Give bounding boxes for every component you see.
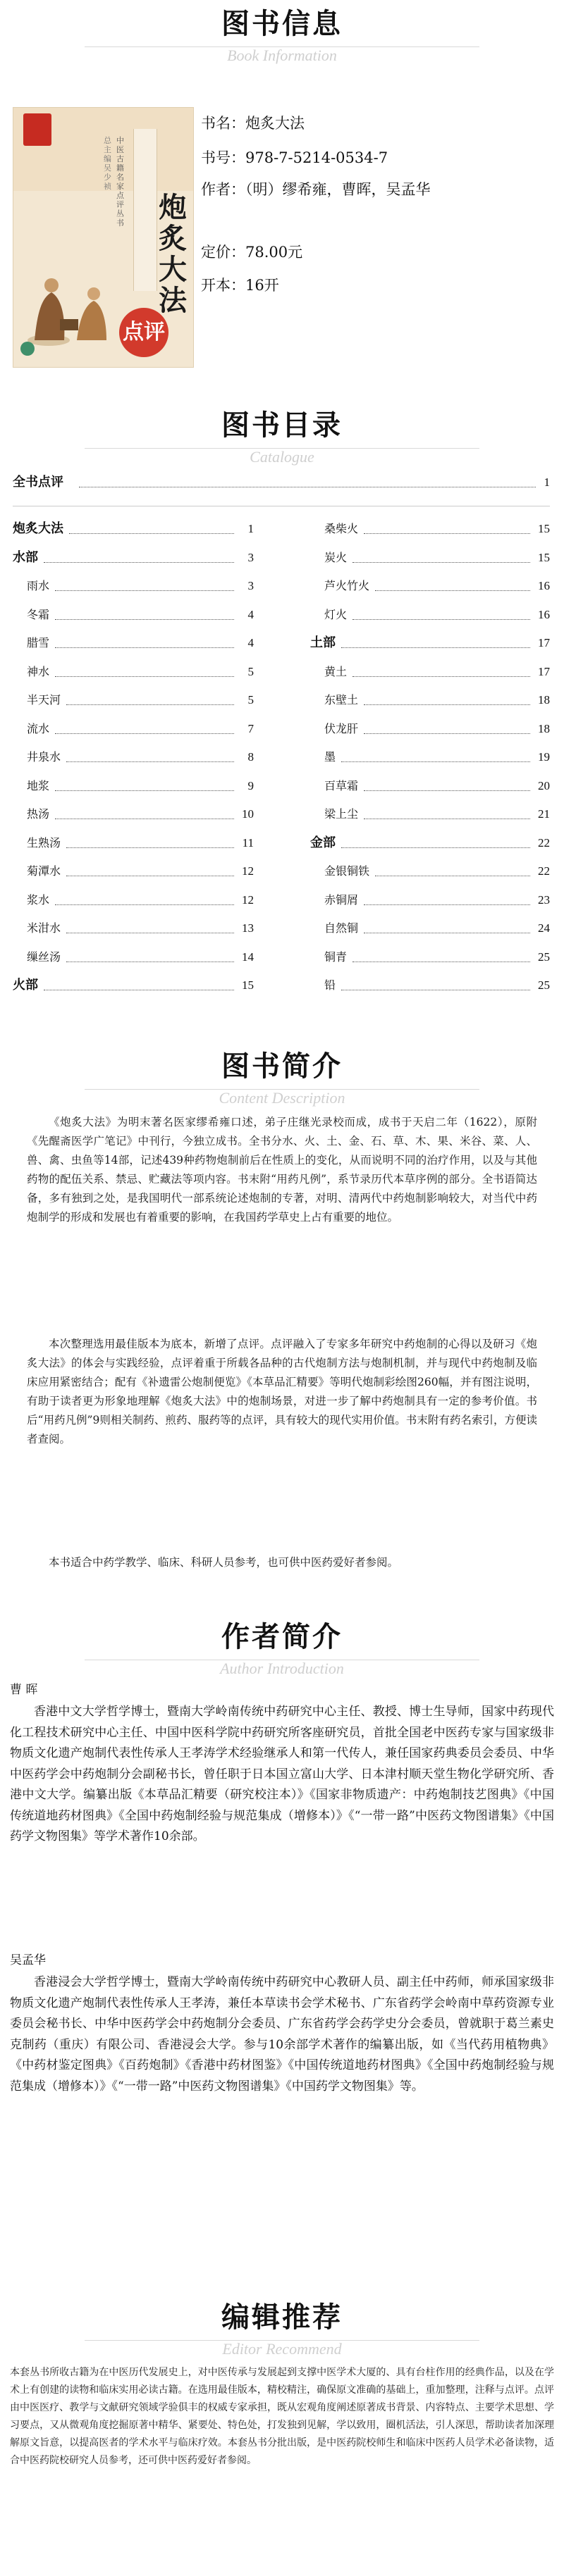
author-header (0, 1620, 564, 1677)
toc-entry[interactable] (13, 807, 254, 822)
toc-leader-dots (364, 807, 530, 819)
toc-leader-dots (55, 578, 234, 591)
toc-entry-page: 5 (247, 664, 254, 678)
toc-entry-label: 赤铜屑 (324, 892, 359, 907)
toc-entry-page: 22 (538, 864, 550, 878)
toc-entry-page: 11 (242, 835, 254, 850)
cover-stamp: 点评 (119, 308, 168, 357)
toc-entry-label: 自然铜 (324, 921, 359, 935)
content-paragraph-1: 《炮炙大法》为明末著名医家缪希雍口述，弟子庄继光录校而成，成书于天启二年（1622），原附《先醒斋医学广笔记》中刊行，今独立成书。全书分水、火、土、金、石、草、木、果、米谷、菜、人、兽、禽、虫鱼等14部，记述439种药物炮制前后在性质上的变化，从而说明不同的治疗作用，以及与其他药物的配伍关系、禁忌、贮藏法等项内容。书末附“用药凡例”，系节录历代本草序例的部分。全书语简达备，多有独到之处，是我国明代一部系统论述炮制的专著，对明、清两代中药炮制影响较大，对当代中药炮制学的形成和发展也有着重要的影响，在我国药学草史上占有重要的地位。 (27, 1116, 537, 1224)
toc-entry-page: 16 (538, 607, 550, 621)
toc-entry-page: 20 (538, 778, 550, 792)
toc-leader-dots (55, 807, 234, 819)
toc-entry[interactable] (13, 892, 254, 908)
recommend-header (0, 2301, 564, 2358)
toc-leader-dots (352, 664, 530, 677)
toc-entry-page: 23 (538, 892, 550, 907)
content-paragraph-2: 本次整理选用最佳版本为底本，新增了点评。点评融入了专家多年研究中药炮制的心得以及研习《炮炙大法》的体会与实践经验，点评着重于所载各品种的古代炮制方法与炮制机制，并与现代中药炮制及临床应用紧密结合；配有《补遗雷公炮制便览》《本草品汇精要》等明代炮制彩绘图260幅，并有图注说明，有助于读者更为形象地理解《炮炙大法》中的炮制场景，对进一步了解中药炮制具有一定的参考价值。书后“用药凡例”9则相关制药、煎药、服药等的点评，具有较大的现代实用价值。书末附有药名索引，方便读者查阅。 (27, 1338, 537, 1445)
toc-entry-label: 芦火竹火 (324, 579, 370, 592)
toc-entry-page: 25 (538, 978, 550, 992)
toc-leader-dots (352, 607, 530, 620)
toc-entry-page: 19 (538, 750, 550, 764)
toc-entry-label: 井泉水 (27, 750, 61, 764)
toc-entry[interactable] (310, 921, 550, 936)
toc-entry-label: 炭火 (324, 550, 348, 564)
section-title: 作者简介 (221, 1621, 343, 1653)
section-subtitle: Book Information (227, 46, 337, 64)
cover-illustration-figures (20, 235, 119, 361)
author-bio-1: 香港中文大学哲学博士，暨南大学岭南传统中药研究中心主任、教授、博士生导师，国家中药现代化工程技术研究中心主任、中国中医科学院中药研究所客座研究员，首批全国老中医药专家与国家级非物质文化遗产炮制代表性传承人王孝涛学术经验继承人和第一代传人，兼任国家药典委员会委员、中华中医药学会中药炮制分会副秘书长，曾任职于日本国立富山大学、日本津村顺天堂生物化学研究所、香港中文大学。编纂出版《本草品汇精要（研究校注本）》《国家非物质遗产：中药炮制技艺图典》《中国传统道地药材图典》《全国中药炮制经验与规范集成（增修本）》《“一带一路”中医药文物图谱集》《中国药学文物图集》等学术著作10余部。 (10, 1705, 554, 1843)
cover-series: 中医古籍名家点评丛书 (116, 136, 124, 228)
toc-entry-label: 火部 (13, 978, 38, 993)
toc-entry-page: 1 (247, 522, 254, 535)
toc-entry-label: 金银铜铁 (324, 864, 370, 878)
cover-title: 炮炙大法 (159, 191, 187, 317)
toc-entry-page: 17 (538, 636, 550, 649)
toc-entry[interactable] (13, 864, 254, 879)
section-subtitle: Content Description (219, 1089, 345, 1107)
toc-entry-page: 22 (538, 835, 550, 850)
toc-entry-page: 17 (538, 664, 550, 678)
toc-entry-label: 铜青 (324, 950, 348, 964)
toc-leader-dots (364, 721, 530, 734)
book-info-header (0, 7, 564, 64)
toc-leader-dots (55, 607, 234, 620)
toc-entry[interactable] (310, 950, 550, 965)
toc-leader-dots (66, 921, 234, 933)
toc-entry-label: 土部 (310, 635, 336, 650)
toc-entry-label: 神水 (27, 664, 50, 678)
toc-entry-label: 水部 (13, 549, 38, 565)
toc-leader-dots (341, 749, 530, 762)
toc-entry[interactable] (13, 950, 254, 965)
toc-entry-label: 炮炙大法 (13, 521, 63, 536)
toc-entry-page: 7 (247, 721, 254, 735)
toc-leader-dots (66, 692, 234, 705)
toc-entry-page: 5 (247, 693, 254, 707)
toc-entry-page: 16 (538, 579, 550, 592)
toc-entry[interactable] (13, 835, 254, 851)
toc-leader-dots (69, 521, 234, 534)
toc-entry-label: 生熟汤 (27, 835, 61, 850)
toc-entry-label: 雨水 (27, 579, 50, 592)
toc-entry[interactable] (310, 692, 550, 708)
toc-entry[interactable] (13, 978, 254, 993)
section-subtitle: Author Introduction (220, 1660, 344, 1677)
toc-entry[interactable] (310, 607, 550, 623)
info-price: 定价：78.00元 (201, 244, 303, 261)
toc-leader-dots (341, 978, 530, 990)
toc-entry-page: 10 (242, 807, 254, 821)
toc-entry-page: 12 (242, 892, 254, 907)
toc-entry-page: 12 (242, 864, 254, 878)
toc-entry[interactable] (13, 578, 254, 594)
publisher-logo-icon (23, 113, 51, 146)
toc-entry[interactable] (13, 921, 254, 936)
toc-leader-dots (44, 978, 234, 990)
toc-entry-label: 半天河 (27, 693, 61, 707)
toc-entry[interactable] (310, 521, 550, 537)
toc-entry-label: 冬霜 (27, 607, 50, 621)
toc-entry[interactable] (13, 550, 254, 566)
toc-leader-dots (375, 864, 530, 876)
toc-leader-dots (364, 521, 530, 534)
toc-entry-page: 15 (538, 522, 550, 535)
section-subtitle: Catalogue (250, 448, 314, 466)
toc-entry[interactable] (13, 721, 254, 737)
toc-entry[interactable] (13, 778, 254, 794)
publisher-emblem-icon (20, 342, 35, 356)
toc-leader-dots (66, 835, 234, 848)
toc-entry-page: 3 (247, 550, 254, 564)
toc-entry-page: 8 (247, 750, 254, 764)
toc-entry[interactable] (310, 835, 550, 851)
toc-leader-dots (55, 778, 234, 791)
toc-entry[interactable] (310, 550, 550, 566)
toc-entry[interactable] (13, 521, 254, 537)
toc-entry[interactable] (310, 749, 550, 765)
toc-entry-label: 伏龙肝 (324, 721, 359, 735)
toc-leader-dots (364, 778, 530, 791)
toc-entry-label: 铅 (324, 978, 336, 992)
toc-entry-page: 15 (538, 550, 550, 564)
toc-leader-dots (352, 950, 530, 962)
toc-entry-label: 灯火 (324, 607, 348, 621)
recommend-text: 本套丛书所收古籍为在中医历代发展史上，对中医传承与发展起到支撑中医学术大厦的、具有台柱作用的经典作品，以及在学术上有创建的读物和临床实用必读古籍。在选用最佳版本，精校精注，确保原文准确的基础上，重加整理，注释与点评。点评由中医医疗、教学与文献研究领域学验俱丰的权威专家承担，既从宏观角度阐述原著成书背景、内容特点、主要学术思想、学习要点，又从微观角度挖掘原著中精华、紧要处、特色处，打发独到见解，学以致用，圈机活法，引人深思，帮助读者加深理解原文旨意，以提高医者的学术水平与临床疗效。本套丛书分批出版，是中医药院校师生和临床中医药人员学术必备读物，适合中医药院校研究人员参考，还可供中医药爱好者参阅。 (10, 2367, 554, 2466)
info-author: 作者：（明）缪希雍，曹晖，吴孟华 (201, 181, 431, 198)
toc-entry-page: 13 (242, 921, 254, 935)
toc-leader-dots (55, 721, 234, 734)
info-format: 开本：16开 (201, 277, 279, 294)
toc-leader-dots (341, 635, 530, 648)
toc-entry[interactable] (310, 978, 550, 993)
toc-leader-dots (352, 550, 530, 563)
toc-entry-page: 18 (538, 721, 550, 735)
toc-entry-label: 热汤 (27, 807, 50, 821)
toc-entry[interactable] (310, 664, 550, 680)
toc-entry-overview[interactable]: 全书点评 1 (13, 475, 550, 490)
section-title: 图书信息 (221, 8, 343, 40)
toc-entry-page: 24 (538, 921, 550, 935)
toc-entry-label: 缫丝汤 (27, 950, 61, 964)
toc-leader-dots (55, 664, 234, 677)
toc-entry-label: 梁上尘 (324, 807, 359, 821)
author-name-2: 吴孟华 (10, 1953, 46, 1967)
toc-entry[interactable] (310, 807, 550, 822)
toc-entry[interactable] (13, 607, 254, 623)
toc-entry[interactable] (13, 749, 254, 765)
toc-entry-page: 18 (538, 693, 550, 707)
toc-entry-label: 东壁土 (324, 693, 359, 707)
section-title: 图书目录 (221, 409, 343, 442)
content-paragraph-3: 本书适合中药学教学、临床、科研人员参考，也可供中医药爱好者参阅。 (49, 1556, 399, 1569)
toc-leader-dots (364, 692, 530, 705)
toc-entry[interactable] (310, 778, 550, 794)
toc-leader-dots (55, 892, 234, 905)
toc-entry[interactable] (13, 692, 254, 708)
toc-entry-label: 腊雪 (27, 636, 50, 649)
section-title: 编辑推荐 (221, 2301, 343, 2334)
toc-entry-label: 黄土 (324, 664, 348, 678)
toc-entry-page: 9 (247, 778, 254, 792)
toc-entry[interactable] (310, 635, 550, 651)
info-isbn: 书号：978-7-5214-0534-7 (201, 149, 388, 166)
author-bio-2: 香港浸会大学哲学博士，暨南大学岭南传统中药研究中心教研人员、副主任中药师，师承国家级非物质文化遗产炮制代表性传承人王孝涛，兼任本草读书会学术秘书、广东省药学会岭南中草药资源专业委员会秘书长、中华中医药学会中药炮制分会委员、广东省药学会药学史分会委员，曾就职于葛兰素史克制药（重庆）有限公司、香港浸会大学。参与10余部学术著作的编纂出版，如《当代药用植物典》《中药材鉴定图典》《百药炮制》《香港中药材图鉴》《中国传统道地药材图典》《全国中药炮制经验与规范集成（增修本）》《“一带一路”中医药文物图谱集》《中国药学文物图集》等。 (10, 1975, 554, 2093)
toc-entry-label: 桑柴火 (324, 522, 359, 535)
toc-entry-label: 米泔水 (27, 921, 61, 935)
toc-leader-dots (66, 749, 234, 762)
toc-entry-label: 流水 (27, 721, 50, 735)
toc-entry-label: 金部 (310, 835, 336, 850)
toc-entry[interactable] (13, 635, 254, 651)
toc-leader-dots (66, 950, 234, 962)
toc-leader-dots (364, 921, 530, 933)
toc-leader-dots (341, 835, 530, 848)
toc-entry-label: 地浆 (27, 778, 50, 792)
info-title: 书名：炮炙大法 (201, 115, 305, 132)
toc-entry-page: 4 (247, 607, 254, 621)
toc-entry[interactable] (310, 864, 550, 879)
toc-leader-dots (66, 864, 234, 876)
toc-entry[interactable] (310, 892, 550, 908)
toc-leader-dots (364, 892, 530, 905)
section-title: 图书简介 (221, 1050, 343, 1083)
toc-entry-label: 墨 (324, 750, 336, 764)
toc-leader-dots (375, 578, 530, 591)
toc-leader-dots (55, 635, 234, 648)
toc-entry-label: 浆水 (27, 892, 50, 907)
toc-entry-page: 14 (242, 950, 254, 964)
book-cover-image (13, 107, 194, 368)
toc-entry-label: 百草霜 (324, 778, 359, 792)
author-name-1: 曹 晖 (10, 1683, 38, 1697)
catalogue-header (0, 409, 564, 466)
toc-entry[interactable] (310, 721, 550, 737)
toc-entry-page: 21 (538, 807, 550, 821)
toc-leader-dots (44, 550, 234, 563)
toc-entry-label: 菊潭水 (27, 864, 61, 878)
toc-entry-page: 4 (247, 636, 254, 649)
toc-entry-page: 15 (242, 978, 254, 992)
toc-entry[interactable] (13, 664, 254, 680)
toc-entry-page: 25 (538, 950, 550, 964)
section-subtitle: Editor Recommend (222, 2340, 342, 2358)
toc-entry[interactable] (310, 578, 550, 594)
toc-entry-page: 3 (247, 579, 254, 592)
cover-series-editor: 总主编 吴少祯 (104, 136, 111, 191)
content-header (0, 1050, 564, 1107)
